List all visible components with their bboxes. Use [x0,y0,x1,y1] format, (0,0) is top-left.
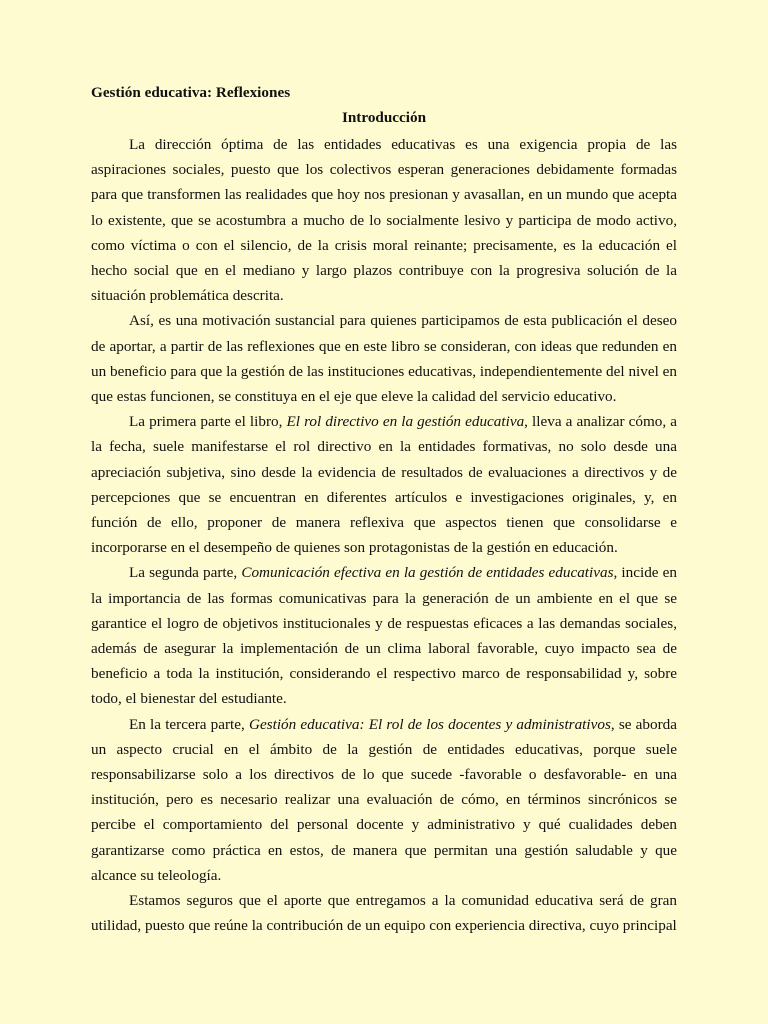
paragraph-4-book-part-title: Comunicación efectiva en la gestión de entidades educativas [241,564,614,582]
paragraph-5-lead: En la tercera parte, [129,715,249,733]
paragraph-5-rest: , se aborda un aspecto crucial en el ámbito de la gestión de entidades educativas, porque suele responsabilizarse solo a los directivos de lo que sucede -favorable o desfavorable- en una institución, pero es necesario realizar una evaluación de cómo, en términos sincrónicos se percibe el comportamiento del personal docente y administrativo y qué cualidades deben garantizarse como práctica en estos, de manera que permitan una gestión saludable y que alcance su teleología. [91,715,678,884]
paragraph-6: Estamos seguros que el aporte que entregamos a la comunidad educativa será de gran utilidad, puesto que reúne la contribución de un equipo con experiencia directiva, cuyo principal [91,892,677,935]
paragraph-4-rest: , incide en la importancia de las formas comunicativas para la generación de un ambiente en el que se garantice el logro de objetivos institucionales y de respuestas eficaces a las demandas sociales, además de asegurar la implementación de un clima laboral favorable, cuyo impacto sea de beneficio a toda la institución, considerando el respectivo marco de responsabilidad y, sobre todo, el bienestar del estudiante. [91,564,677,708]
section-heading: Introducción [341,109,427,126]
paragraph-1: La dirección óptima de las entidades educativas es una exigencia propia de las aspiraciones sociales, puesto que los colectivos esperan generaciones debidamente formadas para que transformen las realidades que hoy nos presionan y avasallan, en un mundo que acepta lo existente, que se acostumbra a mucho de lo socialmente lesivo y participa de modo activo, como víctima o con el silencio, de la crisis moral reinante; precisamente, es la educación el hecho social que en el mediano y largo plazos contribuye con la progresiva solución de la situación problemática descrita. [91,136,677,305]
paragraph-4 [91,560,677,711]
paragraph-3-lead: La primera parte el libro [129,413,279,431]
paragraph-3-rest: , lleva a analizar cómo, a la fecha, suele manifestarse el rol directivo en la entidades formativas, no solo desde una apreciación subjetiva, sino desde la evidencia de resultados de evaluaciones a directivos y de percepciones que se encuentran en diferentes artículos e investigaciones originales, y, en función de ello, proponer de manera reflexiva que aspectos tienen que consolidarse e incorporarse en el desempeño de quienes son protagonistas de la gestión en educación. [91,413,678,557]
paragraph-5-book-part-title: Gestión educativa: El rol de los docentes y administrativos [249,715,611,733]
paragraph-5 [91,712,677,888]
paragraph-4-lead: La segunda parte, [129,564,242,582]
paragraph-2: Así, es una motivación sustancial para quienes participamos de esta publicación el deseo de aportar, a partir de las reflexiones que en este libro se consideran, con ideas que redunden en un beneficio para que la gestión de las instituciones educativas, independientemente del nivel en que estas funcionen, se constituya en el eje que eleve la calidad del servicio educativo. [91,312,677,406]
paragraph-3-book-part-title: , El rol directivo en la gestión educativa [278,413,525,431]
document-title: Gestión educativa: Reflexiones [91,84,291,101]
paragraph-3 [91,409,677,560]
document-body [91,132,677,939]
